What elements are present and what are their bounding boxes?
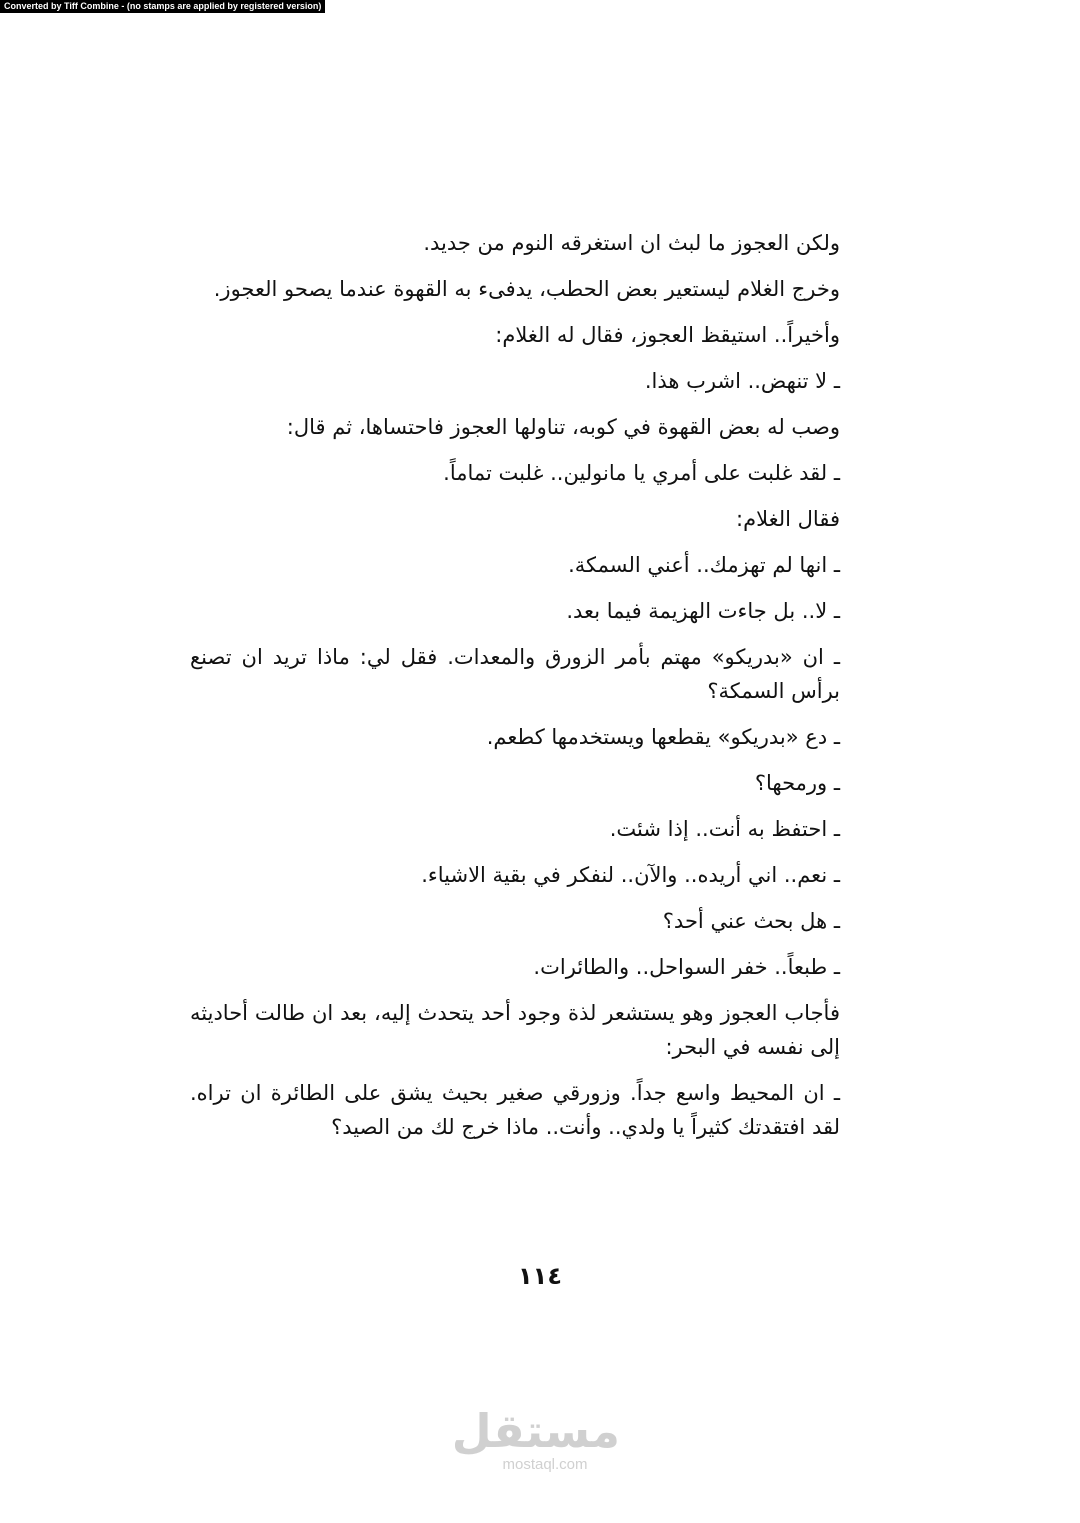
dialogue-line: ـ لا تنهض.. اشرب هذا. xyxy=(644,369,840,393)
dialogue-line: ـ احتفظ به أنت.. إذا شئت. xyxy=(609,817,840,841)
dialogue-line: ـ ان «بدريكو» مهتم بأمر الزورق والمعدات. فقل لي: ماذا تريد ان تصنع برأس السمكة؟ xyxy=(190,645,840,703)
dialogue-line: ـ لا.. بل جاءت الهزيمة فيما بعد. xyxy=(566,599,840,623)
dialogue-line: ـ هل بحث عني أحد؟ xyxy=(662,909,840,933)
page-body xyxy=(190,226,880,1156)
dialogue-line: ـ لقد غلبت على أمري يا مانولين.. غلبت تماماً. xyxy=(443,461,840,485)
paragraph: وأخيراً.. استيقظ العجوز، فقال له الغلام: xyxy=(495,323,840,347)
paragraph: وصب له بعض القهوة في كوبه، تناولها العجوز فاحتساها، ثم قال: xyxy=(286,415,840,439)
dialogue-line: ـ انها لم تهزمك.. أعني السمكة. xyxy=(568,553,840,577)
dialogue-line: ـ نعم.. اني أريده.. والآن.. لنفكر في بقية الاشياء. xyxy=(421,863,840,887)
watermark-logo: مستقل xyxy=(451,1404,620,1458)
paragraph: فقال الغلام: xyxy=(736,507,840,531)
watermark xyxy=(451,1404,620,1473)
dialogue-line: ـ ان المحيط واسع جداً. وزورقي صغير بحيث يشق على الطائرة ان تراه. لقد افتقدتك كثيراً يا ولدي.. وأنت.. ماذا خرج لك من الصيد؟ xyxy=(190,1081,840,1139)
paragraph: فأجاب العجوز وهو يستشعر لذة وجود أحد يتحدث إليه، بعد ان طالت أحاديثه إلى نفسه في البحر: xyxy=(190,1001,840,1059)
watermark-url: mostaql.com xyxy=(502,1456,588,1473)
dialogue-line: ـ ورمحها؟ xyxy=(754,771,840,795)
dialogue-line: ـ دع «بدريكو» يقطعها ويستخدمها كطعم. xyxy=(486,725,840,749)
converter-banner: Converted by Tiff Combine - (no stamps are applied by registered version) xyxy=(0,0,325,13)
paragraph: وخرج الغلام ليستعير بعض الحطب، يدفىء به القهوة عندما يصحو العجوز. xyxy=(213,277,840,301)
paragraph: ولكن العجوز ما لبث ان استغرقه النوم من جديد. xyxy=(423,231,840,255)
dialogue-line: ـ طبعاً.. خفر السواحل.. والطائرات. xyxy=(533,955,840,979)
page-number: ١١٤ xyxy=(518,1262,562,1290)
